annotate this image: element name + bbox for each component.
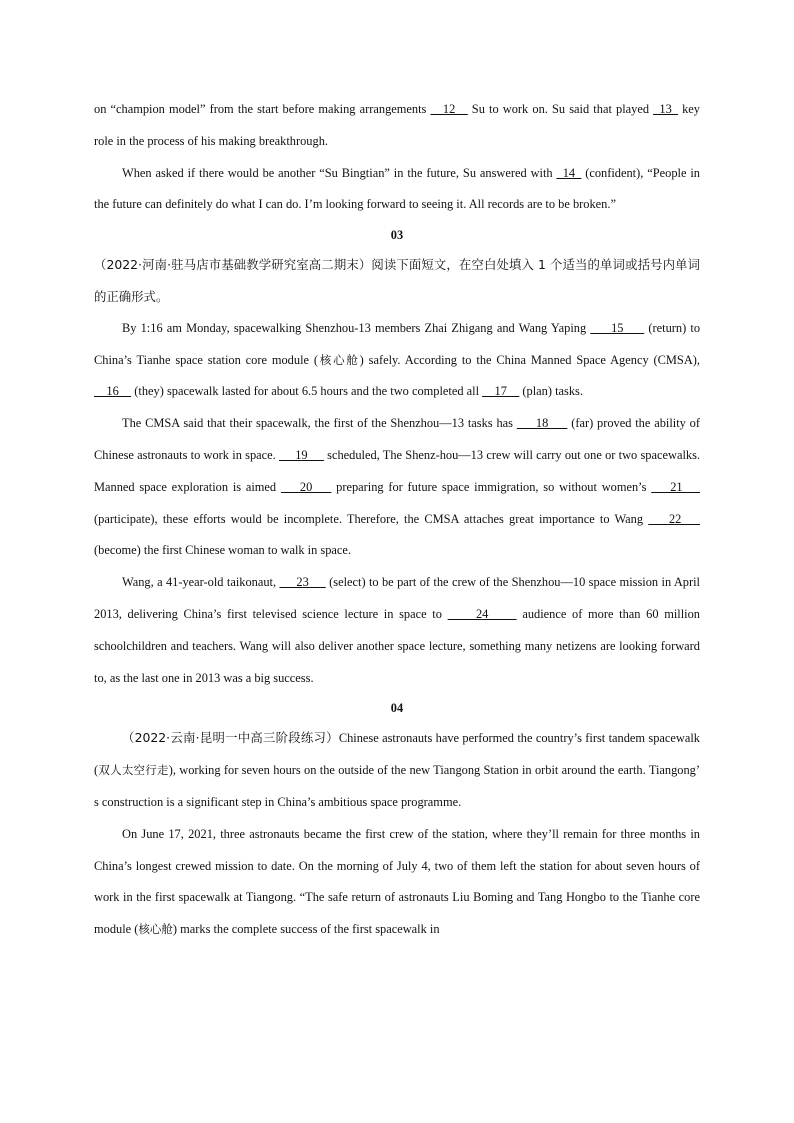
blank-13[interactable]: _13_ bbox=[653, 102, 678, 116]
blank-23[interactable]: 23 bbox=[279, 575, 326, 590]
section-04-paragraph-2 bbox=[94, 819, 700, 946]
text: ), working for seven hours on the outside of the new Tiangong Station in orbit around the earth. Tiangong’ s construction is a significant step in China’s ambitious space programme. bbox=[94, 763, 700, 809]
text: (select) to be part of the crew of the Shenzhou—10 space mission in April 2013, delivering China’s first televised science lecture in space to bbox=[94, 575, 700, 621]
text: on “champion model” from the start before making arrangements bbox=[94, 102, 431, 116]
blank-19[interactable]: 19 bbox=[279, 447, 324, 462]
blank-16[interactable]: 16 bbox=[94, 384, 132, 399]
text: 核心舱 bbox=[318, 352, 360, 367]
text: When asked if there would be another “Su Bingtian” in the future, Su answered with bbox=[122, 165, 557, 180]
blank-21[interactable]: 21 bbox=[651, 479, 701, 494]
text: (participate), these efforts would be incomplete. Therefore, the CMSA attaches great importance to Wang bbox=[94, 511, 649, 526]
paragraph-when-asked bbox=[94, 158, 700, 222]
section-03-paragraph-3 bbox=[94, 567, 700, 694]
text: (become) the first Chinese woman to walk in space. bbox=[94, 543, 352, 558]
blank-22[interactable]: 22 bbox=[648, 511, 701, 526]
section-03-instruction: （2022·河南·驻马店市基础教学研究室高二期末）阅读下面短文，在空白处填入 1 个适当的单词或括号内单词的正确形式。 bbox=[94, 257, 700, 304]
blank-14[interactable]: _14_ bbox=[556, 165, 582, 180]
text: ) safely. According to the China Manned Space Agency (CMSA), bbox=[359, 352, 700, 367]
text: Su to work on. Su said that played bbox=[467, 102, 654, 116]
section-03-paragraph-1 bbox=[94, 313, 700, 408]
blank-15[interactable]: 15 bbox=[590, 320, 645, 335]
paragraph-continued bbox=[94, 94, 700, 158]
text: audience of more than 60 million schoolchildren and teachers. Wang will also deliver another space lecture, something many netizens are looking forward to, as the last one in 2013 was a big success. bbox=[94, 606, 701, 685]
text: ) marks the complete success of the first spacewalk in bbox=[172, 922, 440, 937]
text: On June 17, 2021, three astronauts became the first crew of the station, where they’ll remain for three months in China’s longest crewed mission to date. On the morning of July 4, two of them left the station for about seven hours of work in the first spacewalk at Tiangong. “The safe return of astronauts Liu Boming and Tang Hongbo to the Tianhe core module ( bbox=[94, 826, 700, 937]
text: 核心舱 bbox=[138, 922, 173, 937]
text: The CMSA said that their spacewalk, the first of the Shenzhou—13 tasks has bbox=[122, 416, 517, 431]
blank-12[interactable]: __12__ bbox=[430, 102, 468, 116]
text: (return) to China’s Tianhe space station core module ( bbox=[94, 320, 701, 367]
blank-18[interactable]: 18 bbox=[516, 416, 568, 431]
text: (they) spacewalk lasted for about 6.5 hours and the two completed all bbox=[131, 384, 483, 399]
text: scheduled, The Shenz-hou—13 crew will carry out one or two spacewalks. Manned space exploration is aimed bbox=[94, 447, 700, 494]
text: Chinese astronauts have performed the country’s first tandem spacewalk ( bbox=[94, 731, 700, 778]
text: Wang, a 41-year-old taikonaut, bbox=[122, 575, 280, 590]
blank-17[interactable]: 17 bbox=[482, 384, 520, 399]
section-04-paragraph-1 bbox=[94, 722, 700, 818]
section-03-paragraph-2 bbox=[94, 408, 700, 567]
section-number-04: 04 bbox=[390, 701, 404, 716]
text: (far) proved the ability of Chinese astronauts to work in space. bbox=[94, 416, 700, 462]
text: By 1:16 am Monday, spacewalking Shenzhou-13 members Zhai Zhigang and Wang Yaping bbox=[122, 320, 591, 335]
text: key role in the process of his making breakthrough. bbox=[94, 102, 700, 148]
blank-20[interactable]: 20 bbox=[280, 479, 332, 494]
text: preparing for future space immigration, so without women’s bbox=[331, 479, 652, 494]
section-number-03: 03 bbox=[390, 228, 404, 243]
blank-24[interactable]: 24 bbox=[447, 606, 517, 621]
document-body bbox=[94, 94, 700, 946]
text: (confident), “People in the future can definitely do what I can do. I’m looking forward to seeing it. All records are to be broken.” bbox=[94, 165, 701, 212]
text: 双人太空行走 bbox=[98, 763, 169, 778]
text: (plan) tasks. bbox=[519, 384, 583, 399]
source-citation: （2022·云南·昆明一中高三阶段练习） bbox=[122, 730, 339, 746]
